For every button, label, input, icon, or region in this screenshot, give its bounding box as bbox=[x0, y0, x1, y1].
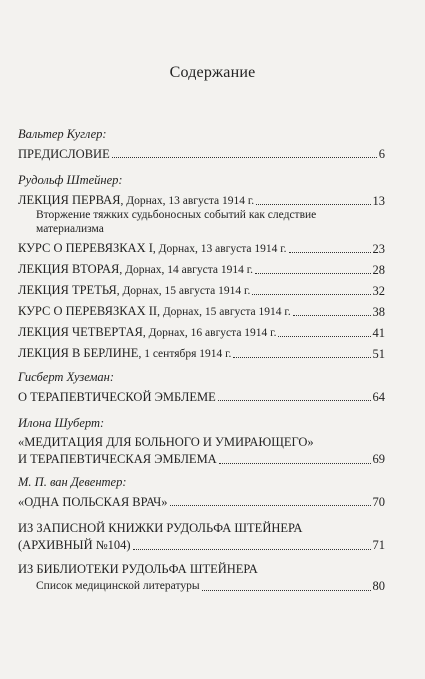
entry-subtitle: Список медицинской литературы bbox=[36, 580, 200, 592]
author-kugler: Вальтер Куглер: bbox=[18, 127, 107, 141]
entry-title-line2: И ТЕРАПЕВТИЧЕСКАЯ ЭМБЛЕМА bbox=[18, 452, 217, 466]
leader-dots bbox=[133, 549, 371, 550]
toc-entry[interactable] bbox=[18, 324, 385, 341]
leader-dots bbox=[255, 273, 370, 274]
leader-dots bbox=[218, 400, 371, 401]
toc-entry[interactable] bbox=[18, 146, 385, 162]
entry-title: ЛЕКЦИЯ ВТОРАЯ, Дорнах, 14 августа 1914 г. bbox=[18, 262, 254, 276]
page-number: 69 bbox=[372, 452, 385, 466]
page-number: 32 bbox=[372, 284, 385, 298]
entry-title: ЛЕКЦИЯ ТРЕТЬЯ, Дорнах, 15 августа 1914 г. bbox=[18, 283, 251, 297]
page-number: 64 bbox=[372, 390, 385, 404]
leader-dots bbox=[202, 590, 371, 591]
toc-entry[interactable] bbox=[18, 520, 385, 554]
page-number: 70 bbox=[372, 495, 385, 509]
entry-title: «ОДНА ПОЛЬСКАЯ ВРАЧ» bbox=[18, 495, 168, 509]
toc-entry[interactable] bbox=[18, 434, 385, 468]
page-number: 71 bbox=[372, 538, 385, 552]
leader-dots bbox=[233, 357, 370, 358]
toc-entry[interactable] bbox=[18, 494, 385, 510]
page-number: 23 bbox=[372, 242, 385, 256]
entry-title-line1: ИЗ БИБЛИОТЕКИ РУДОЛЬФА ШТЕЙНЕРА bbox=[18, 562, 258, 576]
page-number: 6 bbox=[378, 147, 385, 161]
toc-entry[interactable] bbox=[18, 303, 385, 320]
author-huseman: Гисберт Хуземан: bbox=[18, 370, 115, 384]
leader-dots bbox=[219, 463, 371, 464]
leader-dots bbox=[293, 315, 371, 316]
toc-entry[interactable] bbox=[18, 261, 385, 278]
page-number: 28 bbox=[372, 263, 385, 277]
author-deventer: М. П. ван Девентер: bbox=[18, 475, 127, 489]
toc-entry[interactable] bbox=[18, 389, 385, 405]
entry-title-line2: (АРХИВНЫЙ №104) bbox=[18, 538, 131, 552]
entry-title: ЛЕКЦИЯ ПЕРВАЯ, Дорнах, 13 августа 1914 г. bbox=[18, 193, 255, 207]
page-title: Содержание bbox=[169, 64, 256, 81]
leader-dots bbox=[278, 336, 370, 337]
entry-title: ЛЕКЦИЯ ЧЕТВЕРТАЯ, Дорнах, 16 августа 1914 г. bbox=[18, 325, 277, 339]
entry-title-line1: ИЗ ЗАПИСНОЙ КНИЖКИ РУДОЛЬФА ШТЕЙНЕРА bbox=[18, 521, 303, 535]
toc-entry[interactable] bbox=[18, 240, 385, 257]
page-number: 41 bbox=[372, 326, 385, 340]
leader-dots bbox=[170, 505, 371, 506]
leader-dots bbox=[112, 157, 377, 158]
page-number: 80 bbox=[372, 579, 385, 593]
toc-entry[interactable] bbox=[18, 561, 385, 595]
toc-entry[interactable] bbox=[18, 345, 385, 362]
author-schubert: Илона Шуберт: bbox=[18, 416, 105, 430]
entry-title-line1: «МЕДИТАЦИЯ ДЛЯ БОЛЬНОГО И УМИРАЮЩЕГО» bbox=[18, 435, 314, 449]
page-number: 38 bbox=[372, 305, 385, 319]
toc-entry[interactable] bbox=[18, 282, 385, 299]
entry-title: О ТЕРАПЕВТИЧЕСКОЙ ЭМБЛЕМЕ bbox=[18, 390, 216, 404]
entry-subtitle: Вторжение тяжких судьбоносных событий как следствие материализма bbox=[36, 209, 317, 235]
entry-title: ПРЕДИСЛОВИЕ bbox=[18, 147, 110, 161]
page-number: 13 bbox=[372, 194, 385, 208]
entry-title: КУРС О ПЕРЕВЯЗКАХ I, Дорнах, 13 августа 1914 г. bbox=[18, 241, 287, 255]
page-number: 51 bbox=[372, 347, 385, 361]
leader-dots bbox=[289, 252, 371, 253]
entry-title: КУРС О ПЕРЕВЯЗКАХ II, Дорнах, 15 августа 1914 г. bbox=[18, 304, 291, 318]
leader-dots bbox=[252, 294, 370, 295]
entry-title: ЛЕКЦИЯ В БЕРЛИНЕ, 1 сентября 1914 г. bbox=[18, 346, 232, 360]
author-steiner: Рудольф Штейнер: bbox=[18, 173, 123, 187]
toc-entry[interactable] bbox=[18, 192, 385, 209]
leader-dots bbox=[256, 204, 370, 205]
